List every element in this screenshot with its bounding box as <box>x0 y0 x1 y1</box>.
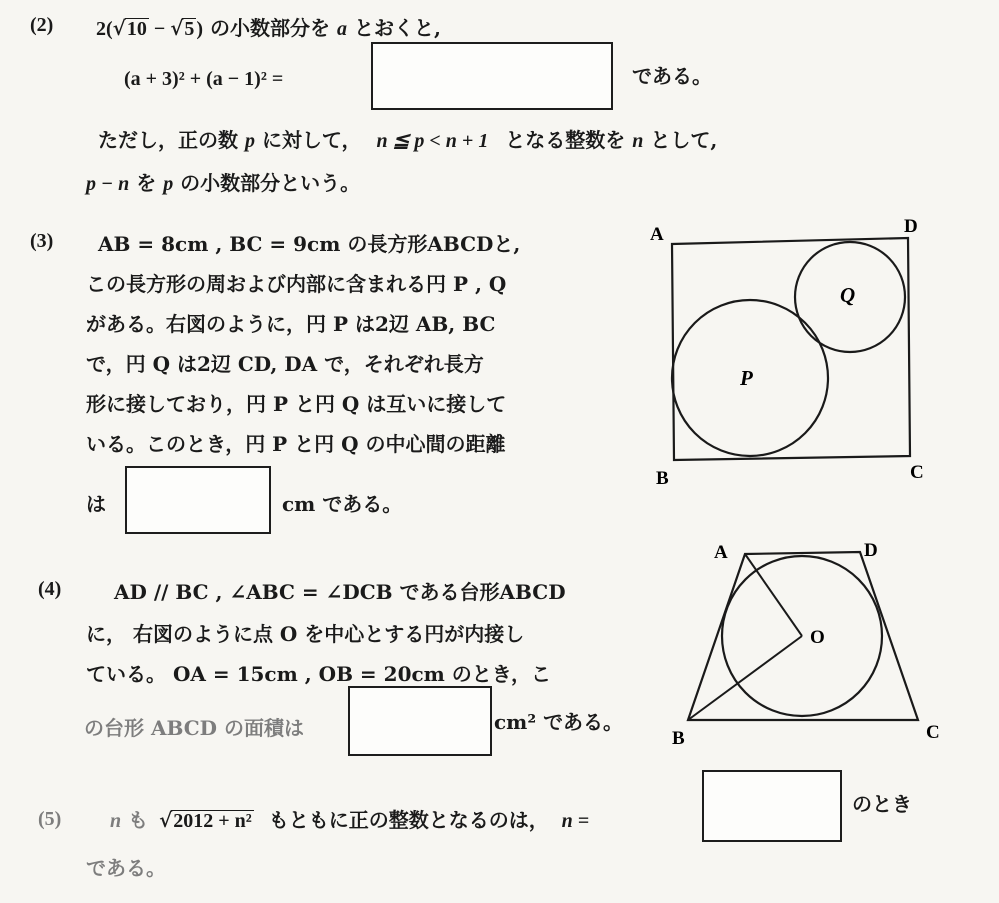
q4-line-1: に， 右図のように点 O を中心とする円が内接し <box>86 622 525 646</box>
q2-note1-p: p <box>244 130 255 152</box>
q5-var-n: n <box>110 810 122 832</box>
q2-var-a: a <box>337 18 347 40</box>
q5-tail: のとき <box>852 792 912 816</box>
q2-note1-d: として, <box>650 128 718 152</box>
q2-note1-a: ただし，正の数 <box>98 128 238 152</box>
q2-note-line2 <box>86 167 360 196</box>
rectangle-abcd <box>672 238 910 460</box>
q2-tail: である。 <box>632 64 712 88</box>
q4-figure <box>660 530 960 750</box>
label-o: O <box>810 627 825 648</box>
q5-line2: である。 <box>86 856 166 880</box>
q3-answer-suffix: cm である。 <box>282 492 403 516</box>
label-a: A <box>714 542 728 563</box>
label-p: P <box>740 366 753 390</box>
q2-note1-inequality: n ≦ p < n + 1 <box>376 130 489 152</box>
q2-number: (2) <box>30 14 54 36</box>
q5-sqrt-expr: 2012 + n² <box>173 810 252 832</box>
q2-sqrt-a: 10 <box>126 18 147 40</box>
q5-equation: n = <box>561 810 590 832</box>
q3-line-5: いる。このとき，円 P と円 Q の中心間の距離 <box>86 432 506 456</box>
q2-note-line1 <box>98 124 717 153</box>
q5-text-a: も <box>128 808 149 832</box>
label-d: D <box>864 540 878 561</box>
q2-note2-p: p <box>163 173 174 195</box>
q5-text-b: もともに正の整数となるのは， <box>268 808 549 832</box>
label-q: Q <box>840 283 856 307</box>
q3-answer-box[interactable] <box>125 466 271 534</box>
q3-line-3: で，円 Q は2辺 CD, DA で，それぞれ長方 <box>86 352 484 376</box>
q2-statement: 2(√10 − √5 ) の小数部分を a とおくと, <box>96 16 441 40</box>
q5-statement: n も √2012 + n² もともに正の整数となるのは， n = <box>110 808 590 832</box>
q3-figure <box>640 210 940 500</box>
q2-expr-pre: 2( <box>96 18 113 40</box>
label-b: B <box>672 728 685 749</box>
q3-line-4: 形に接しており，円 P と円 Q は互いに接して <box>86 392 507 416</box>
label-b: B <box>656 468 669 489</box>
q3-line-1: この長方形の周および内部に含まれる円 P , Q <box>86 272 507 296</box>
q2-note1-c: となる整数を <box>505 128 626 152</box>
q2-note2-b: の小数部分という。 <box>180 171 361 195</box>
q5-number: (5) <box>38 808 62 830</box>
label-a: A <box>650 224 664 245</box>
label-d: D <box>904 216 918 237</box>
q4-answer-prefix: の台形 ABCD の面積は <box>84 716 304 740</box>
label-c: C <box>910 462 924 483</box>
q2-minus: − <box>148 18 171 40</box>
q3-number: (3) <box>30 230 54 252</box>
q2-note1-n: n <box>632 130 644 152</box>
q3-answer-prefix: は <box>86 492 106 516</box>
q4-line-2: ている。 OA = 15cm , OB = 20cm のとき，こ <box>86 662 551 686</box>
q3-line-0: AB = 8cm , BC = 9cm の長方形ABCDと, <box>98 232 521 256</box>
q3-line-2: がある。右図のように，円 P は2辺 AB, BC <box>86 312 496 336</box>
segment-oa <box>745 554 802 636</box>
q2-note1-b: に対して， <box>261 128 362 152</box>
q2-expr-post: ) <box>196 18 204 40</box>
q2-equation: (a + 3)² + (a − 1)² = <box>124 68 284 90</box>
q4-answer-box[interactable] <box>348 686 492 756</box>
q2-text1: の小数部分を <box>210 16 331 40</box>
q2-sqrt-b: 5 <box>184 18 195 40</box>
segment-ob <box>688 636 802 720</box>
q4-answer-suffix: cm² である。 <box>494 710 624 734</box>
q2-text1b: とおくと, <box>353 16 441 40</box>
q4-number: (4) <box>38 578 62 600</box>
q2-answer-box[interactable] <box>371 42 613 110</box>
label-c: C <box>926 722 940 743</box>
q2-note2-a: を <box>136 171 157 195</box>
q4-line-0: AD // BC , ∠ABC = ∠DCB である台形ABCD <box>114 580 566 604</box>
q2-note2-expr: p − n <box>86 173 130 195</box>
q5-answer-box[interactable] <box>702 770 842 842</box>
